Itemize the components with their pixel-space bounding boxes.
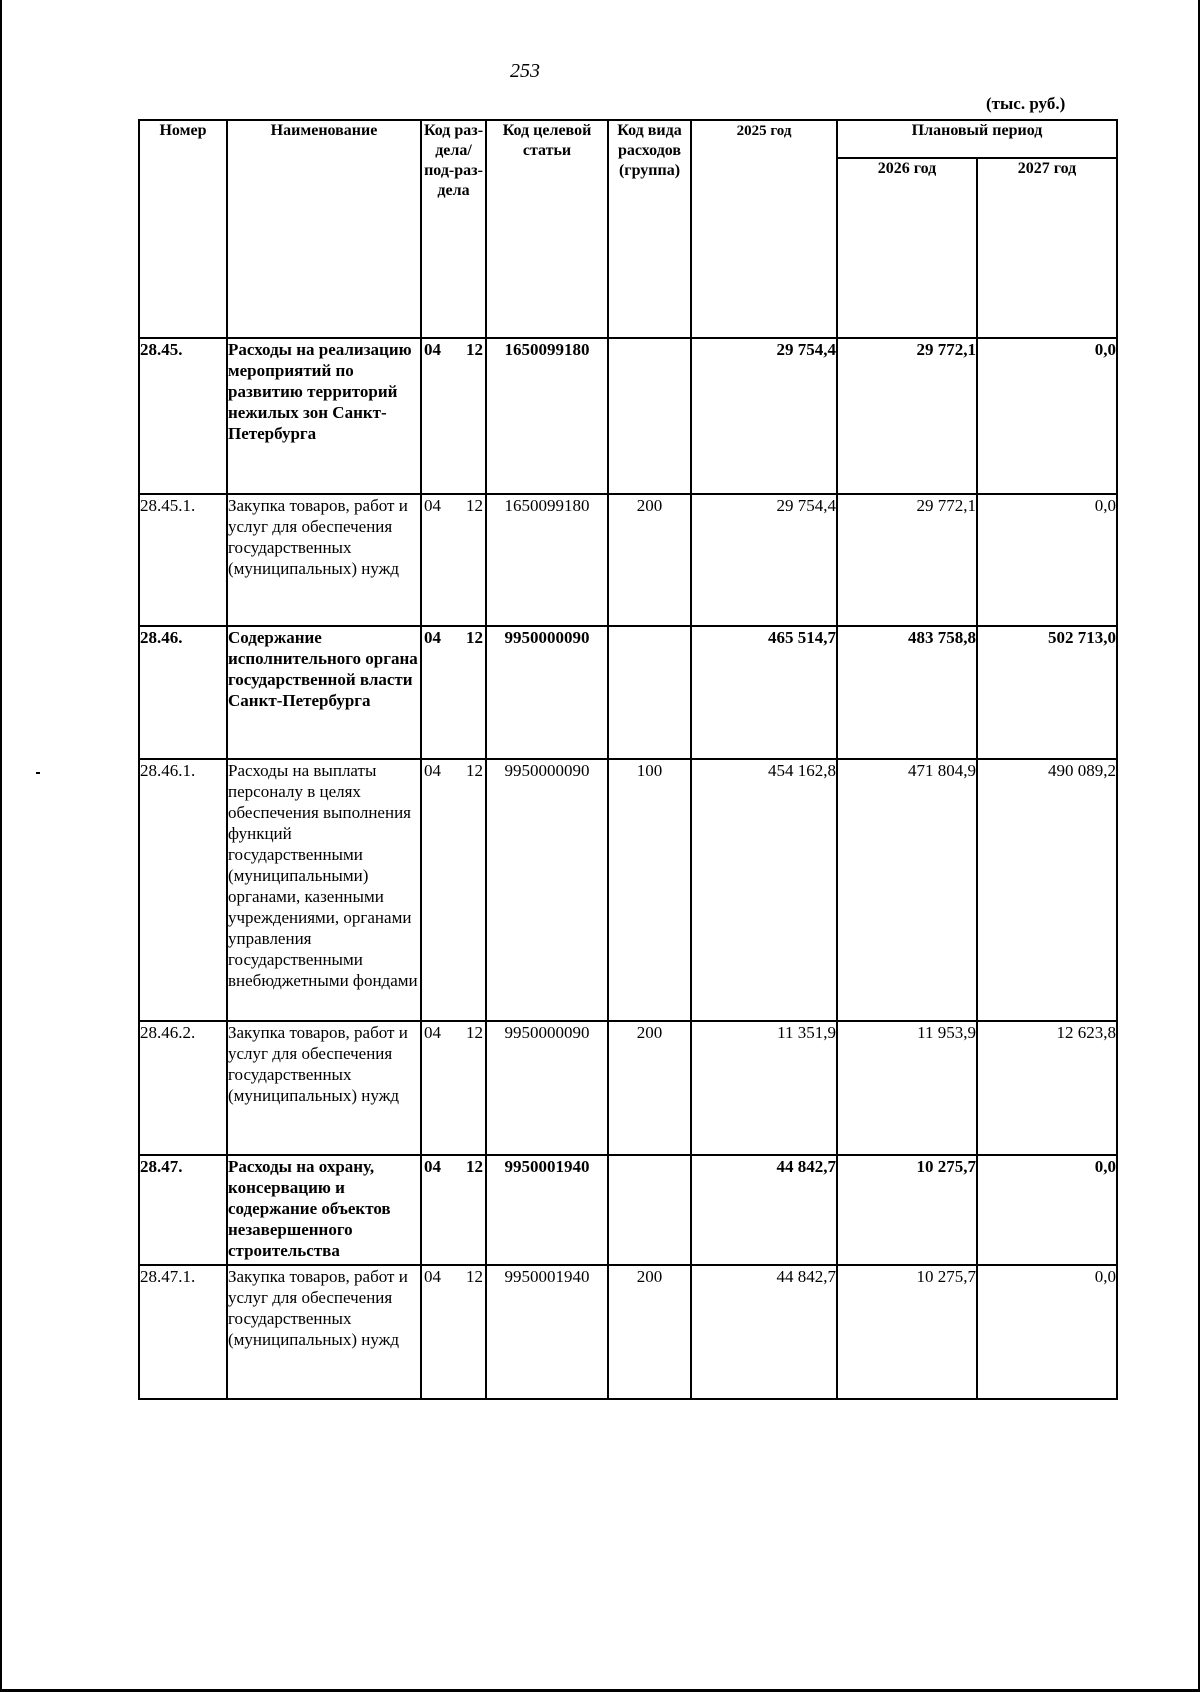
table-row bbox=[139, 1155, 1117, 1265]
row-razdel: 04 bbox=[424, 1267, 441, 1286]
row-amount-2025: 454 162,8 bbox=[691, 759, 837, 1021]
row-number: 28.47. bbox=[139, 1155, 227, 1265]
row-number: 28.45.1. bbox=[139, 494, 227, 626]
row-razdel: 04 bbox=[424, 1157, 441, 1176]
row-podrazdel: 12 bbox=[466, 1267, 483, 1286]
row-razdel-cell bbox=[421, 1021, 486, 1155]
row-amount-2026: 483 758,8 bbox=[837, 626, 977, 759]
row-amount-2026: 10 275,7 bbox=[837, 1265, 977, 1399]
row-name: Расходы на охрану, консервацию и содержание объектов незавершенного строительства bbox=[227, 1155, 421, 1265]
row-razdel: 04 bbox=[424, 340, 441, 359]
row-razdel-cell bbox=[421, 1155, 486, 1265]
scan-artifact bbox=[36, 772, 40, 774]
row-name: Расходы на реализацию мероприятий по развитию территорий нежилых зон Санкт-Петербурга bbox=[227, 338, 421, 494]
row-name: Содержание исполнительного органа государственной власти Санкт-Петербурга bbox=[227, 626, 421, 759]
row-amount-2027: 502 713,0 bbox=[977, 626, 1117, 759]
row-podrazdel: 12 bbox=[466, 340, 483, 359]
row-name: Закупка товаров, работ и услуг для обеспечения государственных (муниципальных) нужд bbox=[227, 494, 421, 626]
header-2025: 2025 год bbox=[691, 120, 837, 338]
row-target-code: 9950001940 bbox=[486, 1265, 608, 1399]
row-number: 28.46.2. bbox=[139, 1021, 227, 1155]
row-vid-code bbox=[608, 338, 691, 494]
row-razdel: 04 bbox=[424, 761, 441, 780]
row-amount-2027: 490 089,2 bbox=[977, 759, 1117, 1021]
row-target-code: 9950000090 bbox=[486, 1021, 608, 1155]
scan-border-left bbox=[0, 0, 2, 1692]
header-vid: Код вида расходов (группа) bbox=[608, 120, 691, 338]
table-row bbox=[139, 626, 1117, 759]
row-razdel-cell bbox=[421, 494, 486, 626]
row-target-code: 1650099180 bbox=[486, 338, 608, 494]
header-number: Номер bbox=[139, 120, 227, 338]
row-vid-code: 200 bbox=[608, 494, 691, 626]
row-vid-code bbox=[608, 1155, 691, 1265]
row-target-code: 9950000090 bbox=[486, 759, 608, 1021]
row-name: Расходы на выплаты персоналу в целях обеспечения выполнения функций государственными (муниципальными) органами, казенными учреждениями, органами управления государственными внебюджетными фондами bbox=[227, 759, 421, 1021]
row-amount-2025: 465 514,7 bbox=[691, 626, 837, 759]
row-amount-2026: 29 772,1 bbox=[837, 494, 977, 626]
row-amount-2025: 29 754,4 bbox=[691, 338, 837, 494]
row-amount-2026: 29 772,1 bbox=[837, 338, 977, 494]
row-target-code: 9950001940 bbox=[486, 1155, 608, 1265]
row-amount-2027: 0,0 bbox=[977, 1155, 1117, 1265]
row-number: 28.47.1. bbox=[139, 1265, 227, 1399]
row-number: 28.45. bbox=[139, 338, 227, 494]
table-row bbox=[139, 759, 1117, 1021]
page-number: 253 bbox=[510, 60, 540, 82]
row-name: Закупка товаров, работ и услуг для обеспечения государственных (муниципальных) нужд bbox=[227, 1021, 421, 1155]
row-razdel: 04 bbox=[424, 496, 441, 515]
row-razdel-cell bbox=[421, 338, 486, 494]
row-amount-2025: 44 842,7 bbox=[691, 1155, 837, 1265]
header-planned-period: Плановый период bbox=[837, 120, 1117, 158]
row-target-code: 1650099180 bbox=[486, 494, 608, 626]
row-podrazdel: 12 bbox=[466, 628, 483, 647]
row-amount-2025: 44 842,7 bbox=[691, 1265, 837, 1399]
row-vid-code: 200 bbox=[608, 1265, 691, 1399]
row-vid-code: 200 bbox=[608, 1021, 691, 1155]
row-amount-2027: 12 623,8 bbox=[977, 1021, 1117, 1155]
budget-table bbox=[138, 119, 1118, 1400]
table-row bbox=[139, 494, 1117, 626]
header-2027: 2027 год bbox=[977, 158, 1117, 338]
table-row bbox=[139, 338, 1117, 494]
row-razdel: 04 bbox=[424, 1023, 441, 1042]
header-2026: 2026 год bbox=[837, 158, 977, 338]
row-razdel-cell bbox=[421, 759, 486, 1021]
row-amount-2027: 0,0 bbox=[977, 494, 1117, 626]
row-amount-2026: 11 953,9 bbox=[837, 1021, 977, 1155]
row-amount-2027: 0,0 bbox=[977, 338, 1117, 494]
table-body bbox=[139, 338, 1117, 1399]
header-razdel: Код раз-дела/ под-раз-дела bbox=[421, 120, 486, 338]
row-podrazdel: 12 bbox=[466, 1157, 483, 1176]
row-podrazdel: 12 bbox=[466, 1023, 483, 1042]
row-amount-2025: 29 754,4 bbox=[691, 494, 837, 626]
row-podrazdel: 12 bbox=[466, 496, 483, 515]
header-target: Код целевой статьи bbox=[486, 120, 608, 338]
row-vid-code: 100 bbox=[608, 759, 691, 1021]
row-razdel: 04 bbox=[424, 628, 441, 647]
row-vid-code bbox=[608, 626, 691, 759]
table-row bbox=[139, 1265, 1117, 1399]
row-amount-2026: 10 275,7 bbox=[837, 1155, 977, 1265]
row-amount-2025: 11 351,9 bbox=[691, 1021, 837, 1155]
row-name: Закупка товаров, работ и услуг для обеспечения государственных (муниципальных) нужд bbox=[227, 1265, 421, 1399]
header-name: Наименование bbox=[227, 120, 421, 338]
row-amount-2026: 471 804,9 bbox=[837, 759, 977, 1021]
row-razdel-cell bbox=[421, 626, 486, 759]
row-number: 28.46.1. bbox=[139, 759, 227, 1021]
row-number: 28.46. bbox=[139, 626, 227, 759]
row-target-code: 9950000090 bbox=[486, 626, 608, 759]
row-podrazdel: 12 bbox=[466, 761, 483, 780]
table-row bbox=[139, 1021, 1117, 1155]
row-amount-2027: 0,0 bbox=[977, 1265, 1117, 1399]
row-razdel-cell bbox=[421, 1265, 486, 1399]
units-label: (тыс. руб.) bbox=[986, 94, 1066, 113]
